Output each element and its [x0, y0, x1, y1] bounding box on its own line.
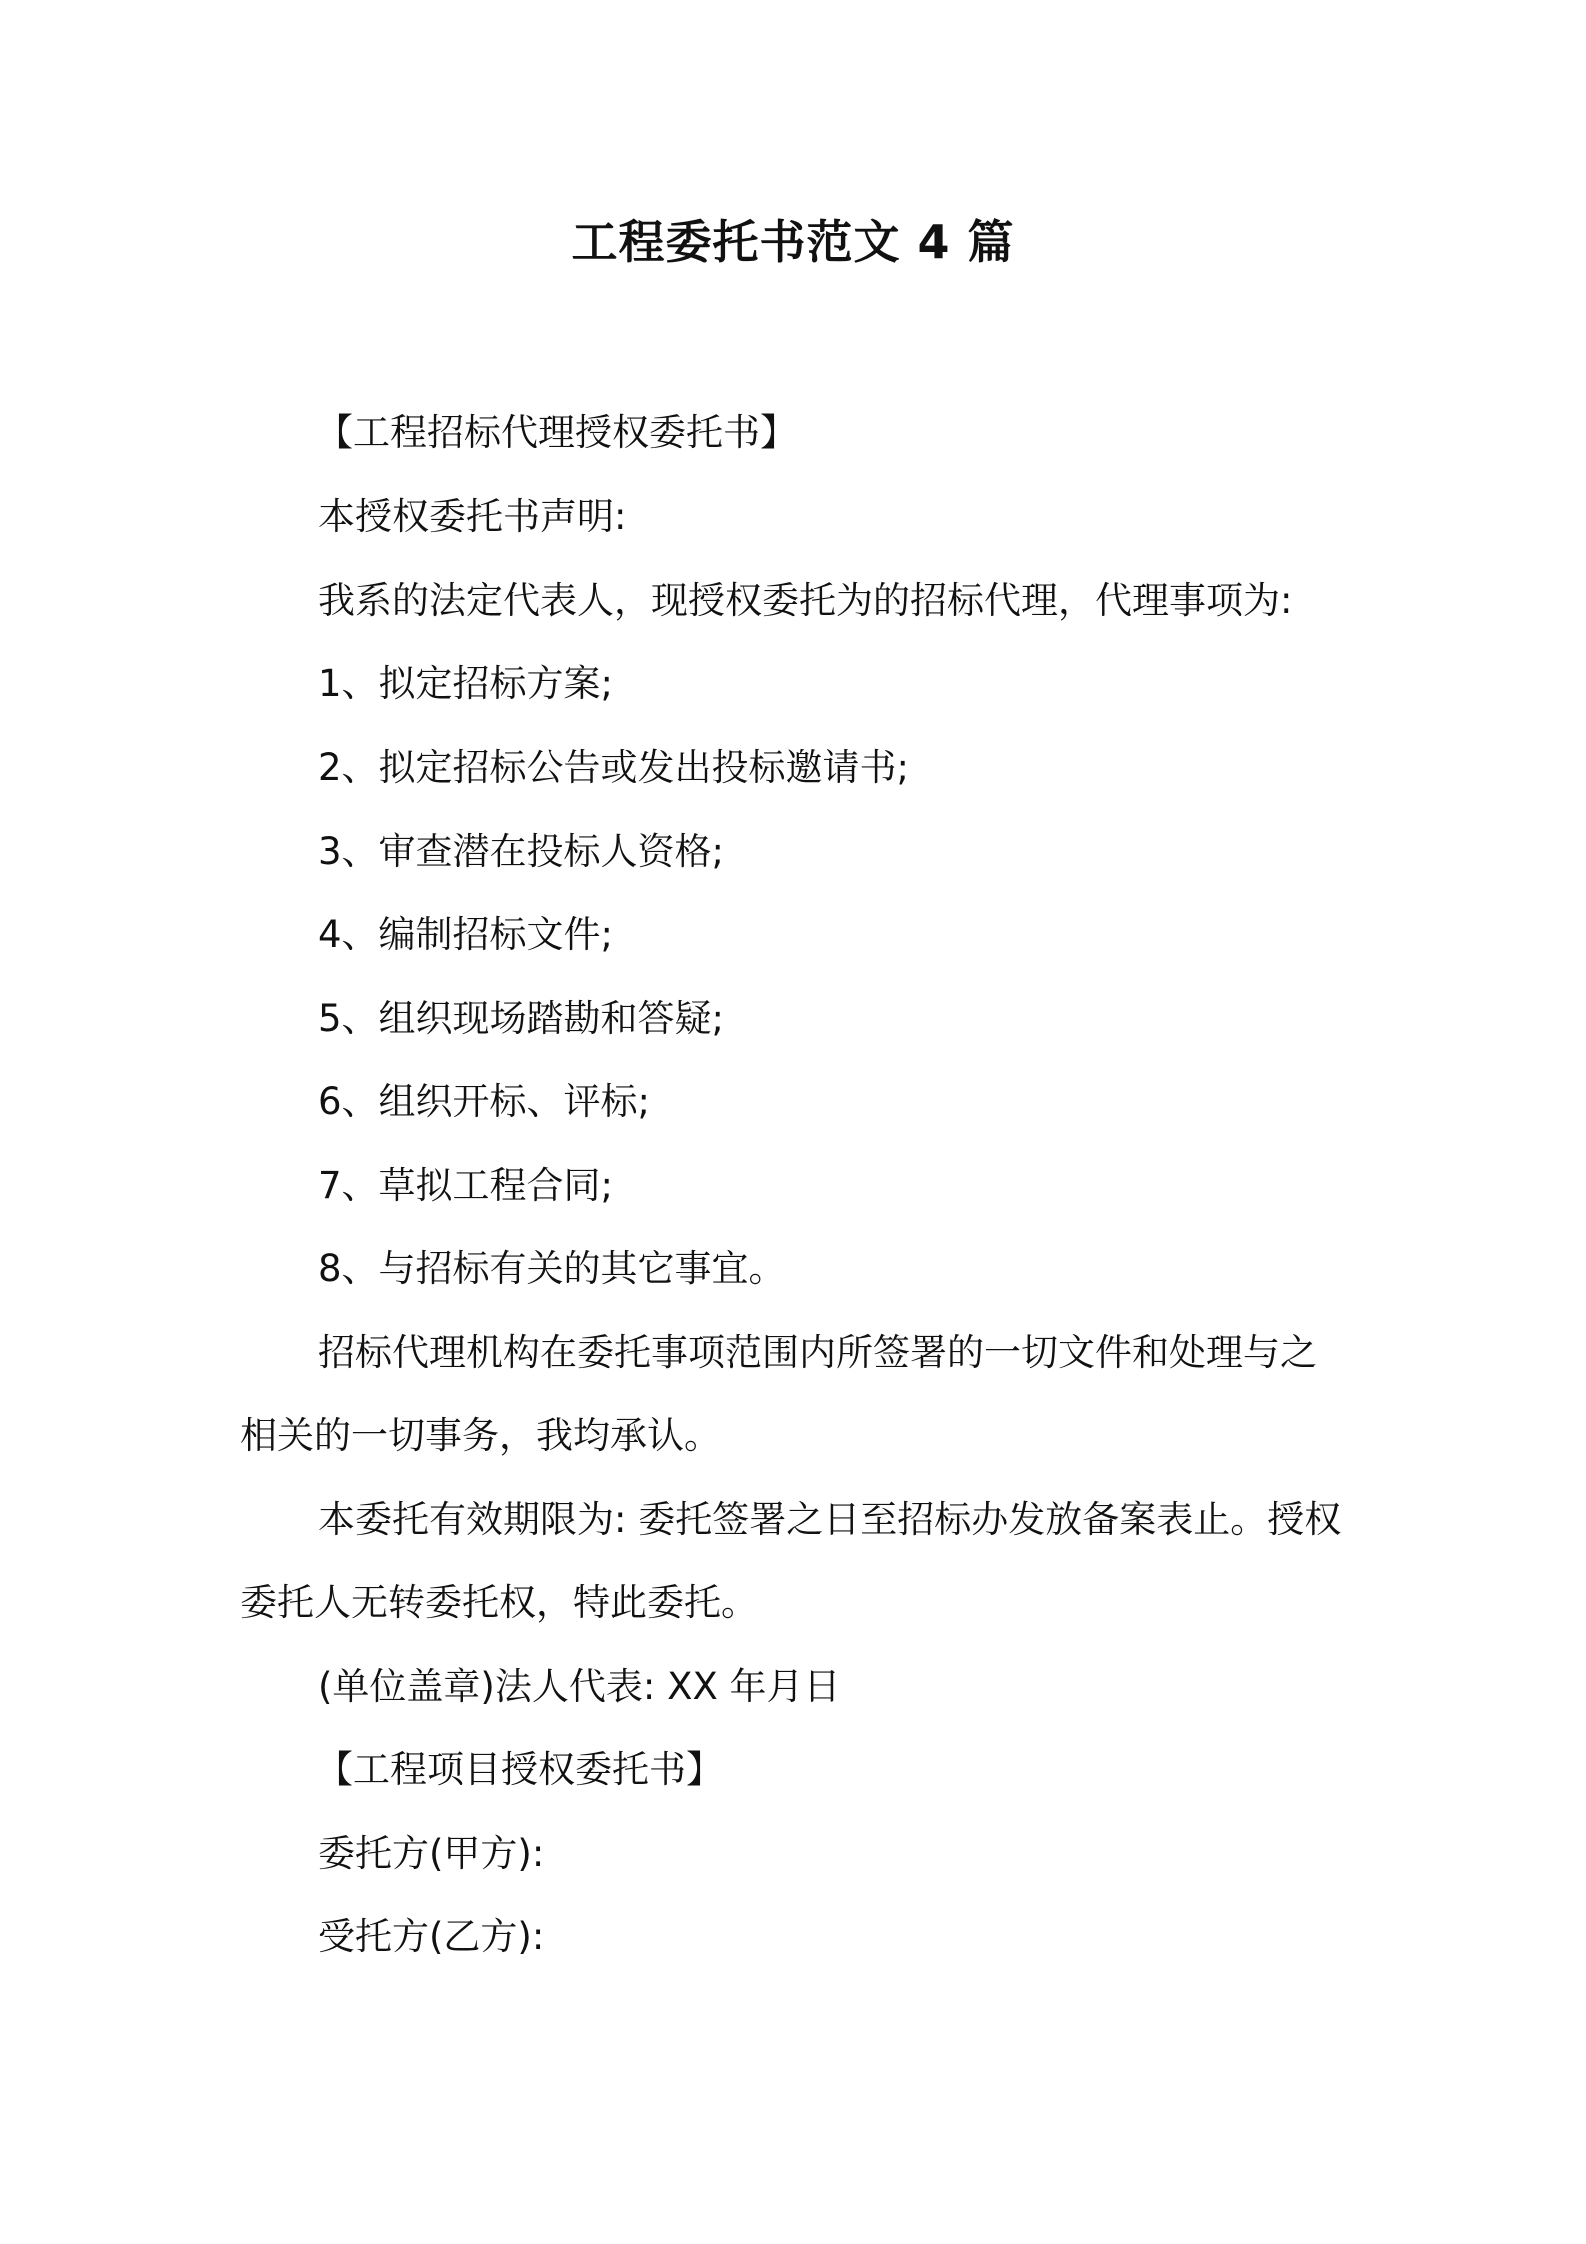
- document-title: 工程委托书范文 4 篇: [571, 215, 1015, 269]
- section-heading: 【工程招标代理授权委托书】: [316, 411, 797, 454]
- list-item: 3、审查潜在投标人资格;: [318, 830, 725, 873]
- paragraph-line: 委托人无转委托权，特此委托。: [240, 1581, 758, 1624]
- paragraph-line: 本委托有效期限为: 委托签署之日至招标办发放备案表止。授权: [318, 1498, 1342, 1541]
- list-item: 8、与招标有关的其它事宜。: [318, 1247, 786, 1290]
- party-a-line: 委托方(甲方):: [318, 1832, 545, 1875]
- section-heading: 【工程项目授权委托书】: [316, 1748, 723, 1791]
- paragraph-line: 招标代理机构在委托事项范围内所签署的一切文件和处理与之: [318, 1331, 1317, 1374]
- paragraph-line: 相关的一切事务，我均承认。: [240, 1414, 721, 1457]
- signature-line: (单位盖章)法人代表: XX 年月日: [318, 1665, 841, 1708]
- list-item: 1、拟定招标方案;: [318, 662, 614, 705]
- list-item: 5、组织现场踏勘和答疑;: [318, 997, 725, 1040]
- list-item: 7、草拟工程合同;: [318, 1164, 614, 1207]
- list-item: 4、编制招标文件;: [318, 913, 614, 956]
- list-item: 6、组织开标、评标;: [318, 1080, 651, 1123]
- intro-text: 我系的法定代表人，现授权委托为的招标代理，代理事项为:: [318, 579, 1293, 622]
- list-item: 2、拟定招标公告或发出投标邀请书;: [318, 746, 910, 789]
- party-b-line: 受托方(乙方):: [318, 1915, 545, 1958]
- statement-label: 本授权委托书声明:: [318, 495, 627, 538]
